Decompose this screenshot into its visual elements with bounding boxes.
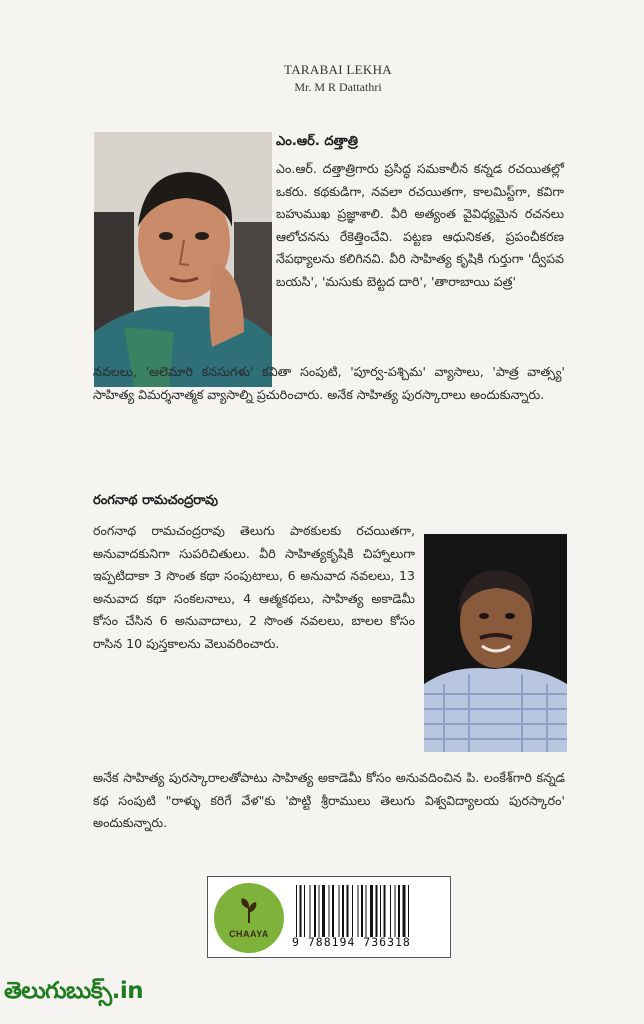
barcode-stripe (398, 885, 400, 937)
barcode-stripe (304, 885, 305, 937)
translator-photo-illustration (424, 534, 567, 752)
barcode-stripe (358, 885, 359, 937)
dattathri-bio-part1: ఎం.ఆర్. దత్తాత్రిగారు ప్రసిద్ధ సమకాలీన కన్నడ రచయితల్లో ఒకరు. కథకుడిగా, నవలా రచయితగా, కాలమిస్ట్‌గా, కవిగా బహుముఖ ప్రజ్ఞాశాలి. వీరి అత్యంత వైవిధ్యమైన రచనలు ఆలోచనను రేకెత్తించేవి. పట్టణ ఆధునికత, ప్రపంచీకరణ నేపథ్యాలను కలిగినవి. వీరి సాహిత్య కృషికి గుర్తుగా 'ద్వీపవ బయసి', 'మసుకు బెట్టద దారి', 'తారాబాయి పత్ర' (276, 161, 564, 289)
ranganatha-bio-part1: రంగనాథ రామచంద్రరావు తెలుగు పాఠకులకు రచయితగా, అనువాదకునిగా సుపరిచితులు. వీరి సాహిత్యకృషికి చిహ్నాలుగా ఇప్పటిదాకా 3 సొంత కథా సంపుటాలు, 6 అనువాద నవలలు, 13 అనువాద కథా సంకలనాలు, 4 ఆత్మకథలు, సాహిత్య అకాడెమీ కోసం చేసిన 6 అనువాదాలు, 2 సొంత నవలలు, బాలల కోసం రాసిన 10 పుస్తకాలను వెలువరించారు. (93, 523, 415, 651)
isbn-number: 9 788194 736318 (292, 935, 411, 949)
barcode-stripe (380, 885, 381, 937)
translator-photo (424, 534, 567, 752)
barcode-stripe (296, 885, 297, 937)
author-photo-illustration (94, 132, 272, 387)
section-title-dattathri: ఎం.ఆర్. దత్తాత్రి (276, 134, 358, 149)
barcode-stripe (300, 885, 302, 937)
barcode-stripe (310, 885, 311, 937)
barcode-stripe (339, 885, 340, 937)
book-author: Mr. M R Dattathri (294, 80, 382, 94)
barcode-stripe (376, 885, 378, 937)
publisher-name: CHAAYA (229, 929, 269, 939)
barcode-stripe (366, 885, 367, 937)
barcode-stripe (361, 885, 363, 937)
barcode-stripe (322, 885, 325, 937)
barcode-stripe (395, 885, 396, 937)
barcode-stripe (329, 885, 330, 937)
barcode-stripe (403, 885, 406, 937)
publisher-logo (214, 883, 284, 953)
dattathri-bio-part2: నవలలు, 'అలెమారి కనసుగళు' కవితా సంపుటి, 'పూర్వ-పశ్చిమ' వ్యాసాలు, 'పాత్ర వాత్స్య' సాహిత్య విమర్శనాత్మక వ్యాసాల్ని ప్రచురించారు. అనేక సాహిత్య పురస్కారాలు అందుకున్నారు. (93, 364, 565, 402)
leaf-icon (234, 895, 264, 925)
site-logo[interactable]: తెలుగుబుక్స్.in (4, 978, 144, 1004)
barcode-stripe (332, 885, 334, 937)
barcode-stripe (314, 885, 316, 937)
book-title: TARABAI LEKHA (284, 62, 392, 77)
section-title-ranganatha: రంగనాథ రామచంద్రరావు (93, 493, 219, 508)
barcode-stripe (408, 885, 409, 937)
barcode-stripe (384, 885, 386, 937)
barcode-stripe (319, 885, 320, 937)
barcode-panel (207, 876, 451, 958)
barcode-stripe (390, 885, 391, 937)
author-photo (94, 132, 272, 387)
ranganatha-bio-part2: అనేక సాహిత్య పురస్కారాలతోపాటు సాహిత్య అకాడెమీ కోసం అనువదించిన పి. లంకేశ్‌గారి కన్నడ కథ సంపుటి "రాళ్ళు కరిగే వేళ"కు 'పొట్టి శ్రీరాములు తెలుగు విశ్వవిద్యాలయ పురస్కారం' అందుకున్నారు. (93, 770, 565, 831)
book-header (258, 62, 418, 95)
barcode-icon (296, 885, 444, 937)
barcode-stripe (347, 885, 349, 937)
barcode-stripe (352, 885, 353, 937)
barcode-stripe (342, 885, 344, 937)
barcode-stripe (370, 885, 373, 937)
